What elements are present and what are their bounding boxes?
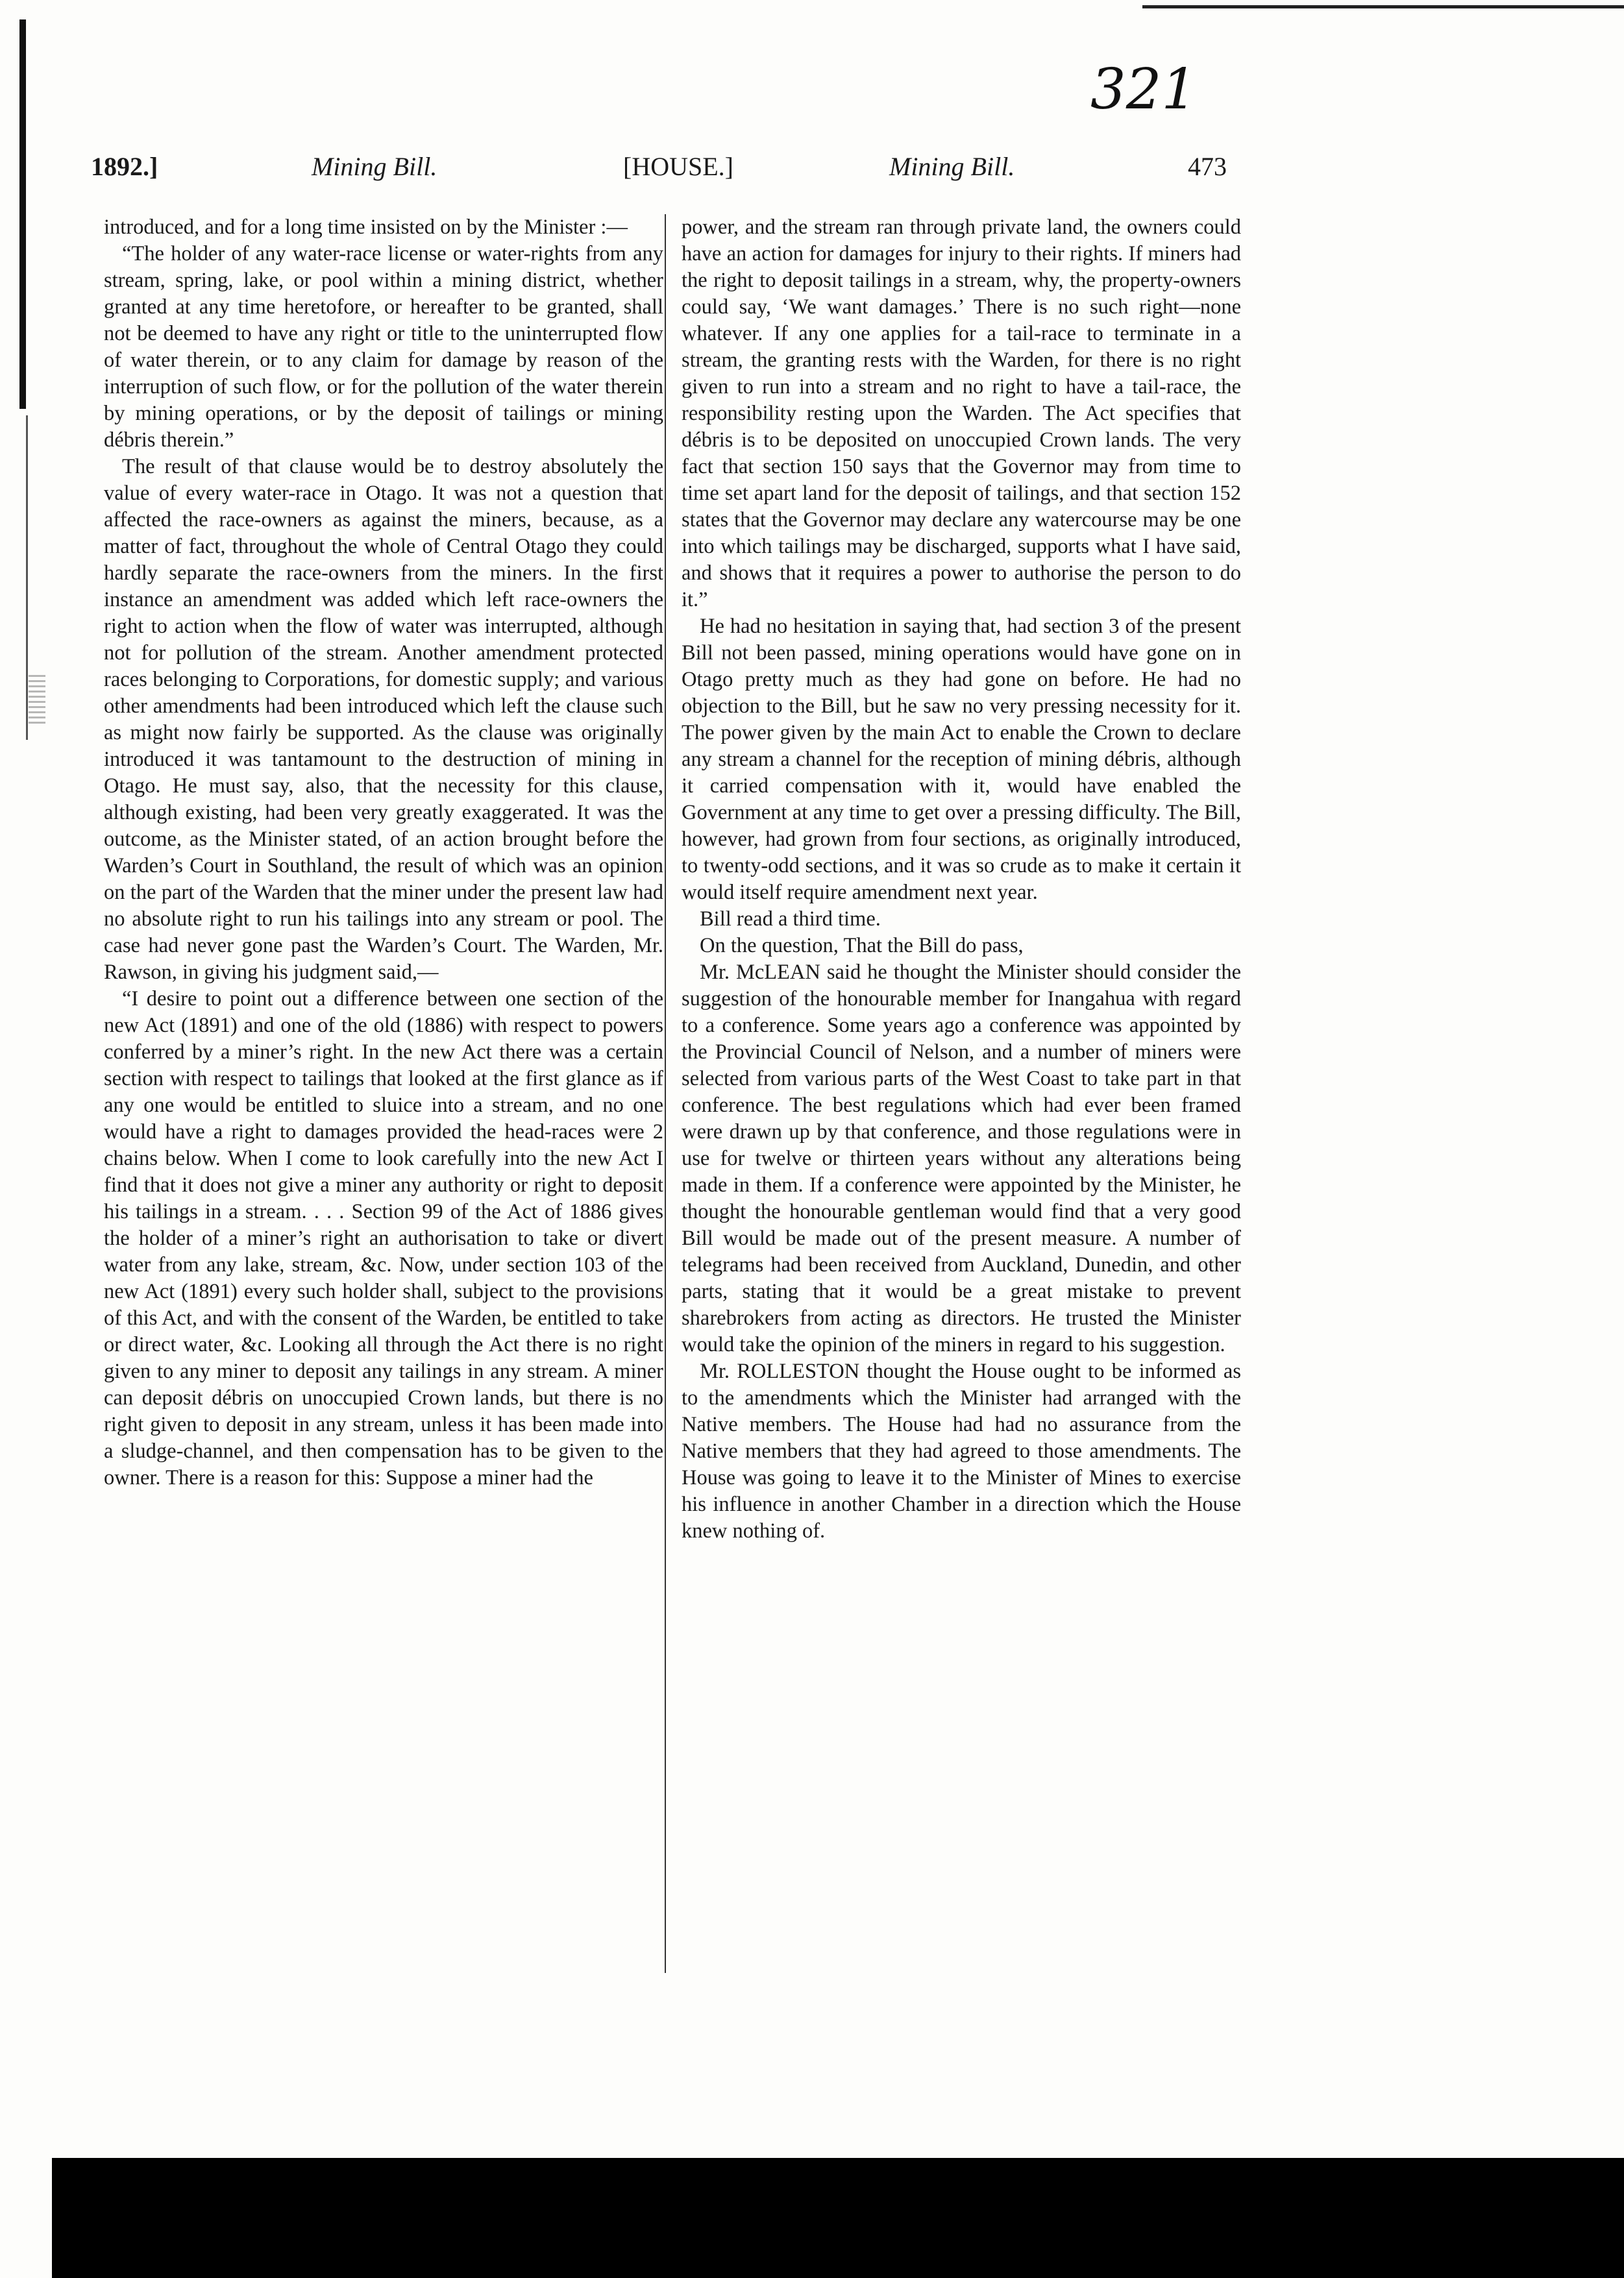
running-head: [91, 144, 1253, 190]
running-head-year: 1892.]: [91, 152, 158, 181]
running-head-left-title: Mining Bill.: [312, 152, 437, 181]
paragraph: introduced, and for a long time insisted on by the Minister :—: [104, 215, 628, 239]
column-divider: [665, 214, 666, 1973]
speech-rolleston: Mr. ROLLESTON thought the House ought to be informed as to the amendments which the Minister had arranged with the Native members. The House had had no assurance from the Native members that they had agreed to those amendments. The House was going to leave it to the Minister of Mines to exercise his influence in another Chamber in a direction which the House knew nothing of.: [682, 1360, 1241, 1543]
right-column: [682, 214, 1241, 1545]
binding-shadow: [19, 19, 26, 409]
running-head-right-title: Mining Bill.: [889, 152, 1015, 181]
running-head-folio: 473: [1188, 152, 1227, 181]
quoted-clause: “The holder of any water-race license or water-rights from any stream, spring, lake, or pool within a mining district, whether granted at any time heretofore, or hereafter to be granted, shall not be deemed to have any right or title to the uninterrupted flow of water therein, or to any claim for damage by reason of the interruption of such flow, or for the pollution of the water therein by mining operations, or by the deposit of tailings or mining débris therein.”: [104, 242, 663, 452]
paragraph: power, and the stream ran through private land, the owners could have an action for damages for injury to their rights. If miners had the right to deposit tailings in a stream, why, the property-owners could say, ‘We want damages.’ There is no such right—none whatever. If any one applies for a tail-race to terminate in a stream, the granting rests with the Warden, for there is no right given to run into a stream and no right to have a tail-race, the responsibility resting upon the Warden. The Act specifies that débris is to be deposited on unoccupied Crown lands. The very fact that section 150 says that the Governor may from time to time set apart land for the deposit of tailings, and that section 152 states that the Governor may declare any watercourse may be one into which tailings may be discharged, supports what I have said, and shows that it requires a power to authorise the person to do it.”: [682, 215, 1241, 611]
paragraph: He had no hesitation in saying that, had section 3 of the present Bill not been passed, mining operations would have gone on in Otago pretty much as they had gone on before. He had no objection to the Bill, but he saw no very pressing necessity for it. The power given by the main Act to enable the Crown to declare any stream a channel for the reception of mining débris, although it carried compensation with it, would have enabled the Government at any time to get over a pressing difficulty. The Bill, however, had grown from four sections, as originally introduced, to twenty-odd sections, and it was so crude as to make it certain it would itself require amendment next year.: [682, 615, 1241, 904]
binding-edge: [26, 415, 28, 740]
paragraph: The result of that clause would be to destroy absolutely the value of every water-race in Otago. It was not a question that affected the race-owners as against the miners, because, as a matter of fact, throughout the whole of Central Otago they could hardly separate the race-owners from the miners. In the first instance an amendment was added which left race-owners the right to action when the flow of water was interrupted, although not for pollution of the stream. Another amendment protected races belonging to Corporations, for domestic supply; and various other amendments had been introduced which left the clause such as might now fairly be supported. As the clause was originally introduced it was tantamount to the destruction of mining in Otago. He must say, also, that the necessity for this clause, although existing, had been very greatly exaggerated. It was the outcome, as the Minister stated, of an action brought before the Warden’s Court in Southland, the result of which was an opinion on the part of the Warden that the miner under the present law had no absolute right to run his tailings into any stream or pool. The case had never gone past the Warden’s Court. The Warden, Mr. Rawson, in giving his judgment said,—: [104, 455, 663, 984]
paragraph: On the question, That the Bill do pass,: [700, 934, 1024, 957]
quoted-judgment: “I desire to point out a difference between one section of the new Act (1891) and one of the old (1886) with respect to powers conferred by a miner’s right. In the new Act there was a certain section with respect to tailings that looked at the first glance as if any one would be entitled to sluice into a stream, and no one would have a right to damages provided the head-races were 2 chains below. When I come to look carefully into the new Act I find that it does not give a miner any authority or right to deposit his tailings in a stream. . . . Section 99 of the Act of 1886 gives the holder of a miner’s right an authorisation to take or divert water from any lake, stream, &c. Now, under section 103 of the new Act (1891) every such holder shall, subject to the provisions of this Act, and with the consent of the Warden, be entitled to take or direct water, &c. Looking all through the Act there is no right given to any miner to deposit any tailings in any stream. A miner can deposit débris on unoccupied Crown lands, but there is no right given to deposit in any stream, unless it has been made into a sludge-channel, and then compensation has to be given to the owner. There is a reason for this: Suppose a miner had the: [104, 987, 663, 1489]
scan-left-margin: [0, 0, 19, 2278]
top-rule: [1142, 5, 1624, 8]
left-column: [104, 214, 663, 1491]
speech-mclean: Mr. McLEAN said he thought the Minister should consider the suggestion of the honourable member for Inangahua with regard to a conference. Some years ago a conference was appointed by the Provincial Council of Nelson, and a number of miners were selected from various parts of the West Coast to take part in that conference. The best regulations which had ever been framed were drawn up by that conference, and those regulations were in use for twelve or thirteen years without any alterations being made in them. If a conference were appointed by the Minister, he thought the honourable gentleman would find that a very good Bill would be made out of the present measure. A number of telegrams had been received from Auckland, Dunedin, and other parts, stating that it would be a great mistake to prevent sharebrokers from acting as directors. He trusted the Minister would take the opinion of the miners in regard to his suggestion.: [682, 961, 1241, 1356]
running-head-house: [HOUSE.]: [623, 152, 733, 181]
paragraph: Bill read a third time.: [700, 907, 881, 931]
scan-bottom-bar: [52, 2158, 1624, 2278]
scan-marks: [29, 675, 45, 727]
handwritten-page-number: 321: [1090, 57, 1198, 122]
